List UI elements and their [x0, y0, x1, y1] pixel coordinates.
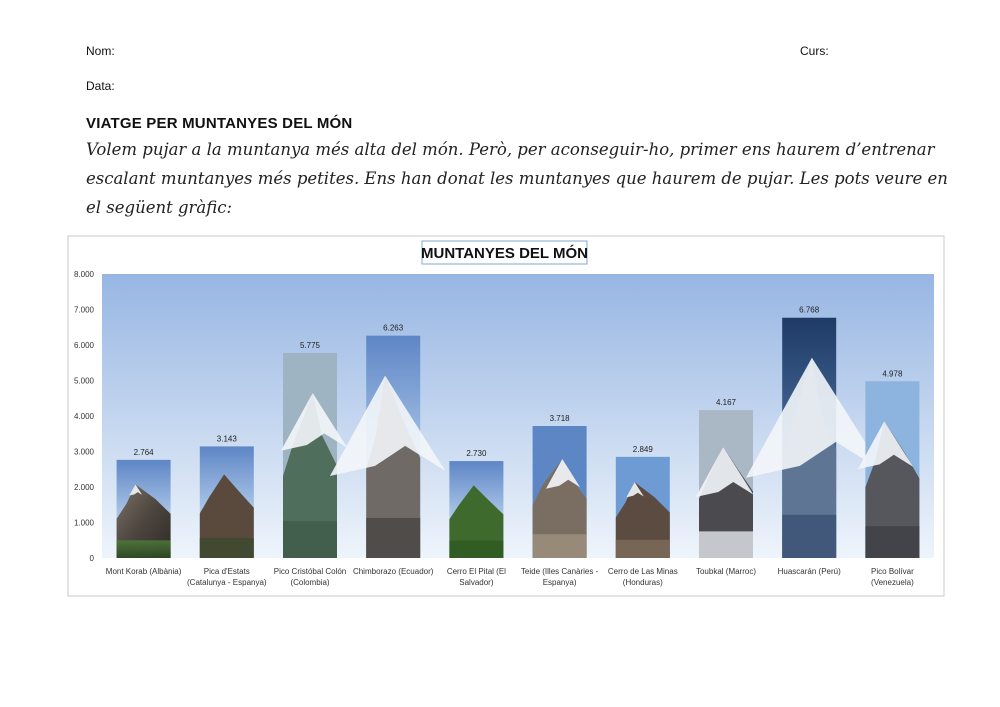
- category-label: Pico Bolívar (Venezuela): [871, 567, 914, 587]
- category-label: Mont Korab (Albània): [105, 567, 182, 576]
- bar: [616, 457, 670, 558]
- category-label: Toubkal (Marroc): [695, 567, 757, 576]
- y-tick-label: 1.000: [73, 518, 94, 528]
- name-label: Nom:: [86, 44, 115, 58]
- data-label: 2.849: [632, 444, 653, 454]
- y-tick-label: 4.000: [73, 412, 94, 421]
- bar: [858, 381, 919, 558]
- data-label: 4.978: [882, 369, 903, 379]
- y-tick-label: 5.000: [73, 376, 94, 386]
- bar: [533, 426, 587, 558]
- chart-title: MUNTANYES DEL MÓN: [421, 245, 588, 262]
- course-label: Curs:: [800, 44, 829, 58]
- data-label: 2.764: [133, 447, 154, 457]
- data-label: 6.263: [383, 323, 404, 333]
- bar-foreground: [616, 540, 670, 558]
- category-label: Teide (Illes Canàries -Espanya): [520, 567, 599, 587]
- y-tick-label: 8.000: [73, 270, 94, 279]
- data-label: 2.730: [466, 449, 487, 459]
- category-label: Huascarán (Perú): [777, 567, 841, 576]
- bar: [449, 461, 503, 558]
- data-label: 6.768: [799, 305, 820, 315]
- bar-foreground: [699, 531, 753, 558]
- category-label: Pico Cristóbal Colón (Colombia): [273, 567, 347, 587]
- date-label: Data:: [86, 79, 115, 93]
- bar-foreground: [449, 541, 503, 558]
- bar: [200, 446, 254, 558]
- category-label: Cerro de Las Minas (Honduras): [607, 567, 678, 587]
- worksheet-title: VIATGE PER MUNTANYES DEL MÓN: [86, 115, 353, 132]
- category-label: Cerro El Pital (El Salvador): [446, 567, 506, 587]
- chart-title-box: [421, 241, 588, 264]
- bar-foreground: [200, 538, 254, 558]
- y-tick-label: 2.000: [73, 483, 94, 492]
- bar: [696, 410, 753, 558]
- y-tick-label: 7.000: [73, 305, 94, 315]
- worksheet-intro: Volem pujar a la muntanya més alta del món. Però, per aconseguir-ho, primer ens haurem d’entrenar escalant muntanyes més petites. Ens han donat les muntanyes que haurem de pujar. Les pots veure en el següent gràfic:: [86, 140, 948, 217]
- y-tick-label: 3.000: [73, 447, 94, 457]
- bar: [117, 460, 171, 558]
- data-label: 5.775: [299, 340, 321, 350]
- y-tick-label: 6.000: [73, 341, 94, 350]
- category-label: Chimborazo (Ecuador): [352, 567, 434, 576]
- data-label: 3.143: [216, 434, 237, 444]
- bar-foreground: [283, 521, 337, 558]
- bar-foreground: [533, 534, 587, 558]
- bar-foreground: [865, 526, 919, 558]
- category-label: Pica d'Estats (Catalunya - Espanya): [187, 567, 267, 587]
- bar-foreground: [366, 518, 420, 558]
- y-tick-label: 0: [89, 554, 94, 563]
- y-axis: [74, 270, 95, 563]
- bar-foreground: [117, 540, 171, 558]
- bar-foreground: [782, 515, 836, 558]
- data-label: 4.167: [715, 398, 737, 408]
- data-label: 3.718: [549, 414, 570, 424]
